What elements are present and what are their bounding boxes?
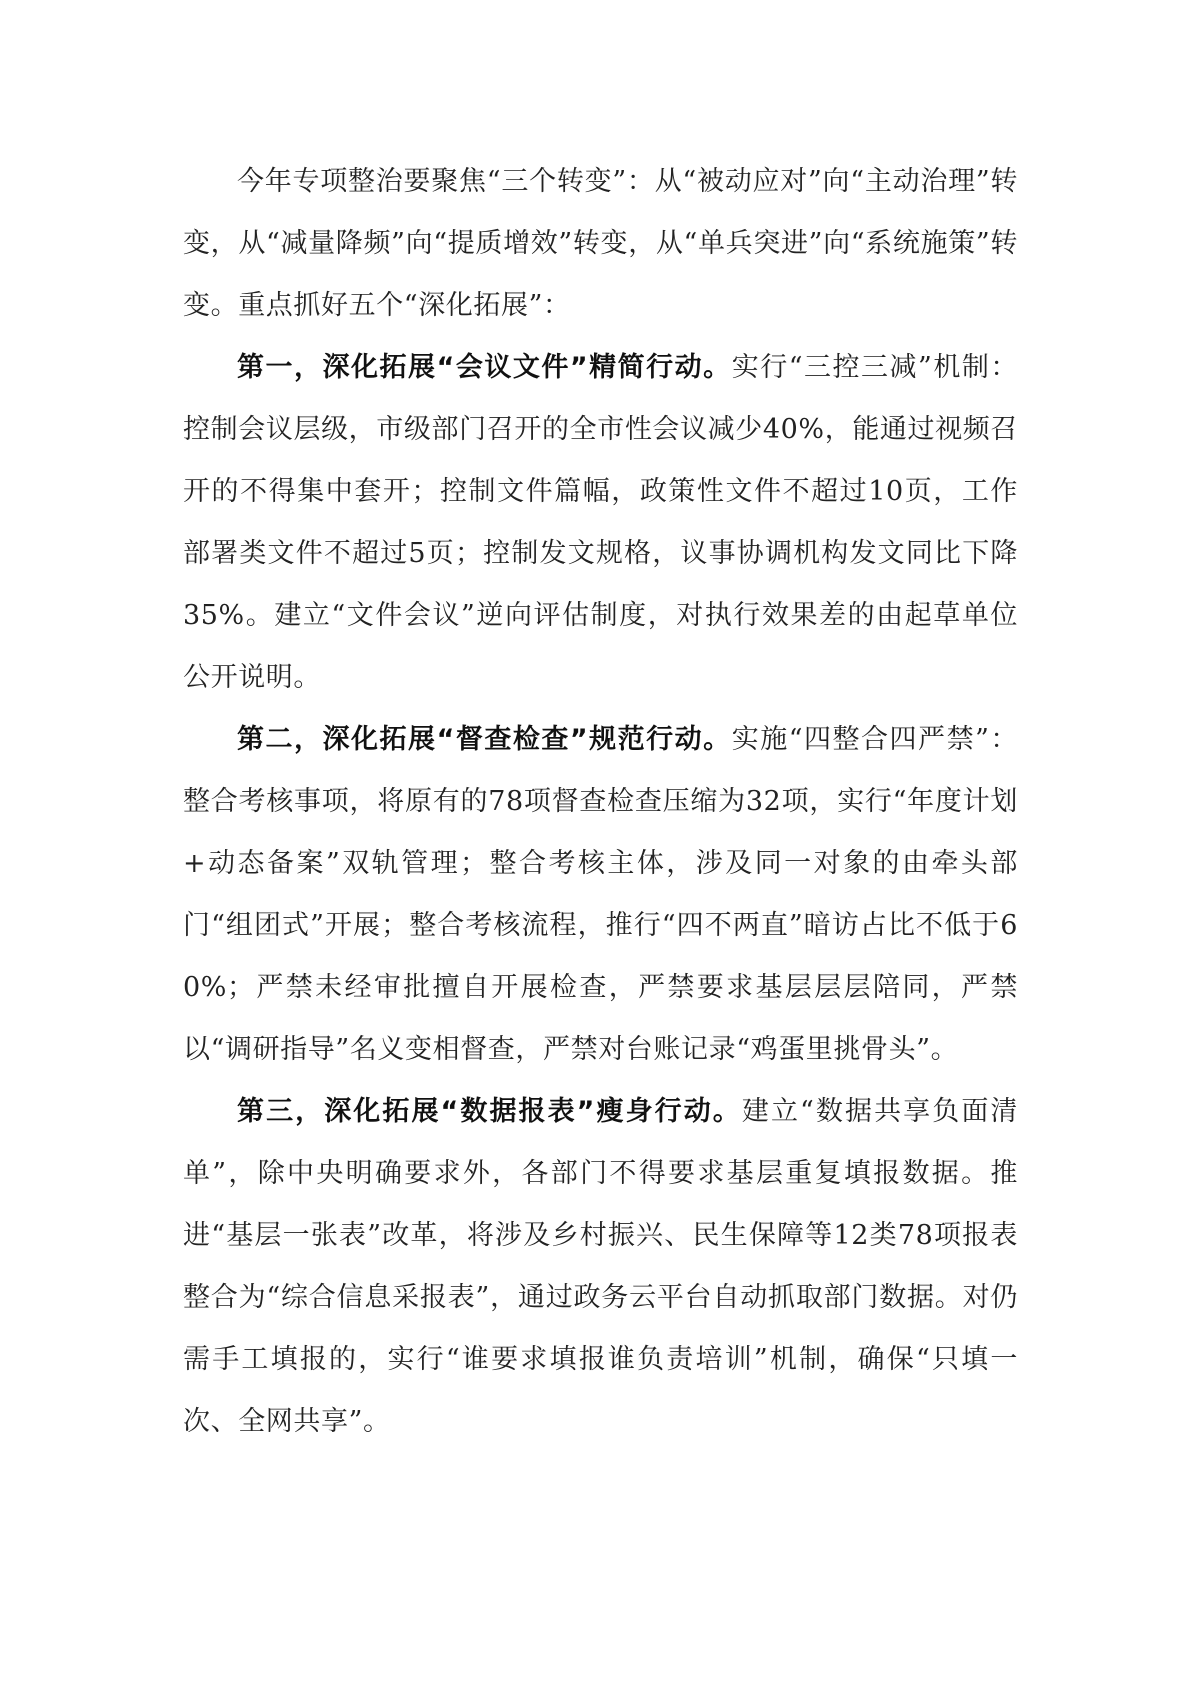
paragraph-first-measure-heading: 第一，深化拓展“会议文件”精简行动。 (237, 352, 732, 383)
paragraph-intro (183, 151, 1018, 337)
paragraph-third-measure (183, 1081, 1018, 1453)
paragraph-first-measure (183, 337, 1018, 709)
paragraph-third-measure-heading: 第三，深化拓展“数据报表”瘦身行动。 (237, 1096, 742, 1127)
paragraph-first-measure-text: 实行“三控三减”机制：控制会议层级，市级部门召开的全市性会议减少40%，能通过视频召开的不得集中套开；控制文件篇幅，政策性文件不超过10页，工作部署类文件不超过5页；控制发文规格，议事协调机构发文同比下降35%。建立“文件会议”逆向评估制度，对执行效果差的由起草单位公开说明。 (183, 352, 1018, 693)
paragraph-second-measure-text: 实施“四整合四严禁”：整合考核事项，将原有的78项督查检查压缩为32项，实行“年度计划+动态备案”双轨管理；整合考核主体，涉及同一对象的由牵头部门“组团式”开展；整合考核流程，推行“四不两直”暗访占比不低于60%；严禁未经审批擅自开展检查，严禁要求基层层层陪同，严禁以“调研指导”名义变相督查，严禁对台账记录“鸡蛋里挑骨头”。 (183, 724, 1018, 1065)
paragraph-second-measure-heading: 第二，深化拓展“督查检查”规范行动。 (237, 724, 732, 755)
document-body (183, 151, 1018, 1453)
paragraph-intro-text: 今年专项整治要聚焦“三个转变”：从“被动应对”向“主动治理”转变，从“减量降频”向“提质增效”转变，从“单兵突进”向“系统施策”转变。重点抓好五个“深化拓展”： (183, 166, 1018, 321)
paragraph-third-measure-text: 建立“数据共享负面清单”，除中央明确要求外，各部门不得要求基层重复填报数据。推进“基层一张表”改革，将涉及乡村振兴、民生保障等12类78项报表整合为“综合信息采报表”，通过政务云平台自动抓取部门数据。对仍需手工填报的，实行“谁要求填报谁负责培训”机制，确保“只填一次、全网共享”。 (183, 1096, 1018, 1437)
paragraph-second-measure (183, 709, 1018, 1081)
